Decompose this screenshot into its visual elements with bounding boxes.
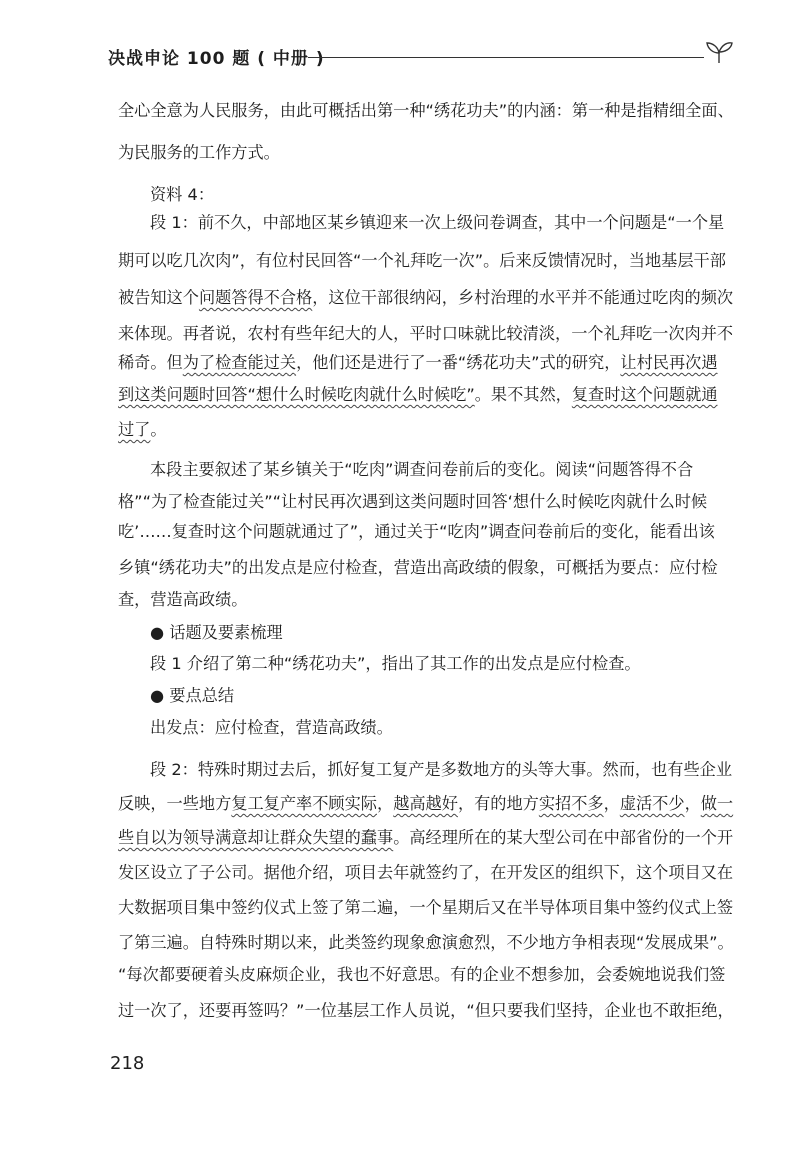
underlined-phrase: 越高越好 (393, 794, 458, 813)
text-line (118, 521, 715, 543)
text-run: 乡镇“绣花功夫”的出发点是应付检查，营造出高政绩的假象，可概括为要点：应付检 (118, 558, 718, 577)
text-line (150, 685, 234, 707)
text-run: 查，营造高政绩。 (118, 590, 248, 609)
text-line (150, 653, 641, 675)
text-run: 全心全意为人民服务，由此可概括出第一种“绣花功夫”的内涵：第一种是指精细全面、 (118, 101, 734, 120)
sprout-icon (704, 40, 734, 64)
text-line (118, 100, 734, 122)
text-run: 。果不其然， (474, 385, 572, 404)
text-line (118, 1000, 734, 1022)
text-line (118, 352, 718, 374)
text-run: 吃’……复查时这个问题就通过了”，通过关于“吃肉”调查问卷前后的变化，能看出该 (118, 522, 715, 541)
underlined-phrase: 做一 (700, 794, 734, 813)
text-run: 过一次了，还要再签吗？”一位基层工作人员说，“但只要我们坚持，企业也不敢拒绝， (118, 1001, 734, 1020)
text-run: 。高经理所在的某大型公司在中部省份的一个开 (393, 828, 734, 847)
text-run: 被告知这个 (118, 288, 199, 307)
text-run: 格”“为了检查能过关”“让村民再次遇到这类问题时回答‘想什么时候吃肉就什么时候 (118, 492, 708, 511)
text-run: 期可以吃几次肉”，有位村民回答“一个礼拜吃一次”。后来反馈情况时，当地基层干部 (118, 251, 726, 270)
underlined-phrase: 到这类问题时回答“想什么时候吃肉就什么时候吃” (118, 385, 475, 404)
text-run: 段 1：前不久，中部地区某乡镇迎来一次上级问卷调查，其中一个问题是“一个星 (150, 213, 725, 232)
text-line (118, 142, 280, 164)
underlined-phrase: 为了检查能过关 (182, 353, 297, 372)
text-run: ， (684, 794, 701, 813)
book-title: 决战申论 100 题 ( 中册 ) (108, 49, 325, 69)
text-run: ，他们还是进行了一番“绣花功夫”式的研究， (296, 353, 621, 372)
text-run: 段 1 介绍了第二种“绣花功夫”，指出了其工作的出发点是应付检查。 (150, 654, 641, 673)
running-header (108, 42, 734, 68)
text-run: 。 (150, 420, 167, 439)
page-number: 218 (110, 1053, 145, 1074)
text-line (118, 589, 248, 611)
underlined-phrase: 虚活不少 (619, 794, 685, 813)
text-line (118, 491, 707, 513)
text-run: 出发点：应付检查，营造高政绩。 (150, 718, 393, 737)
text-run: 了第三遍。自特殊时期以来，此类签约现象愈演愈烈，不少地方争相表现“发展成果”。 (118, 933, 734, 952)
text-line (118, 827, 733, 849)
text-run: ， (603, 794, 620, 813)
text-run: ， (377, 794, 394, 813)
underlined-phrase: 些自以为领导满意却让群众失望的蠢事 (118, 828, 394, 847)
text-line (118, 419, 167, 441)
underlined-phrase: 实招不多 (538, 794, 604, 813)
text-run: 为民服务的工作方式。 (118, 143, 280, 162)
text-run: ● 要点总结 (150, 686, 235, 705)
text-run: ，这位干部很纳闷，乡村治理的水平并不能通过吃肉的频次 (312, 288, 734, 307)
text-run: 段 2：特殊时期过去后，抓好复工复产是多数地方的头等大事。然而，也有些企业 (150, 760, 733, 779)
text-run: 反映，一些地方 (118, 794, 232, 813)
underlined-phrase: 问题答得不合格 (198, 288, 313, 307)
text-run: 稀奇。但 (118, 353, 183, 372)
text-line (118, 250, 726, 272)
text-run: “每次都要硬着头皮麻烦企业，我也不好意思。有的企业不想参加，会委婉地说我们签 (118, 965, 726, 984)
text-run: 本段主要叙述了某乡镇关于“吃肉”调查问卷前后的变化。阅读“问题答得不合 (150, 460, 694, 479)
text-line (150, 459, 693, 481)
text-line (150, 184, 214, 206)
text-line (118, 862, 733, 884)
text-run: ● 话题及要素梳理 (150, 623, 283, 642)
text-line (118, 323, 733, 345)
header-rule (308, 57, 704, 58)
underlined-phrase: 复查时这个问题就通 (571, 385, 718, 404)
text-line (118, 793, 733, 815)
text-line (118, 932, 734, 954)
text-line (150, 622, 283, 644)
underlined-phrase: 让村民再次遇 (620, 353, 718, 372)
underlined-phrase: 复工复产率不顾实际 (231, 794, 377, 813)
text-line (118, 557, 718, 579)
text-line (118, 287, 733, 309)
text-run: 来体现。再者说，农村有些年纪大的人，平时口味就比较清淡，一个礼拜吃一次肉并不 (118, 324, 734, 343)
text-line (150, 717, 393, 739)
text-run: ，有的地方 (457, 794, 539, 813)
text-line (150, 212, 724, 234)
text-line (150, 759, 732, 781)
text-line (118, 964, 725, 986)
text-run: 发区设立了子公司。据他介绍，项目去年就签约了，在开发区的组织下，这个项目又在 (118, 863, 734, 882)
text-run: 资料 4： (150, 185, 215, 204)
underlined-phrase: 过了 (118, 420, 151, 439)
text-line (118, 384, 718, 406)
text-line (118, 897, 733, 919)
text-run: 大数据项目集中签约仪式上签了第二遍，一个星期后又在半导体项目集中签约仪式上签 (118, 898, 734, 917)
